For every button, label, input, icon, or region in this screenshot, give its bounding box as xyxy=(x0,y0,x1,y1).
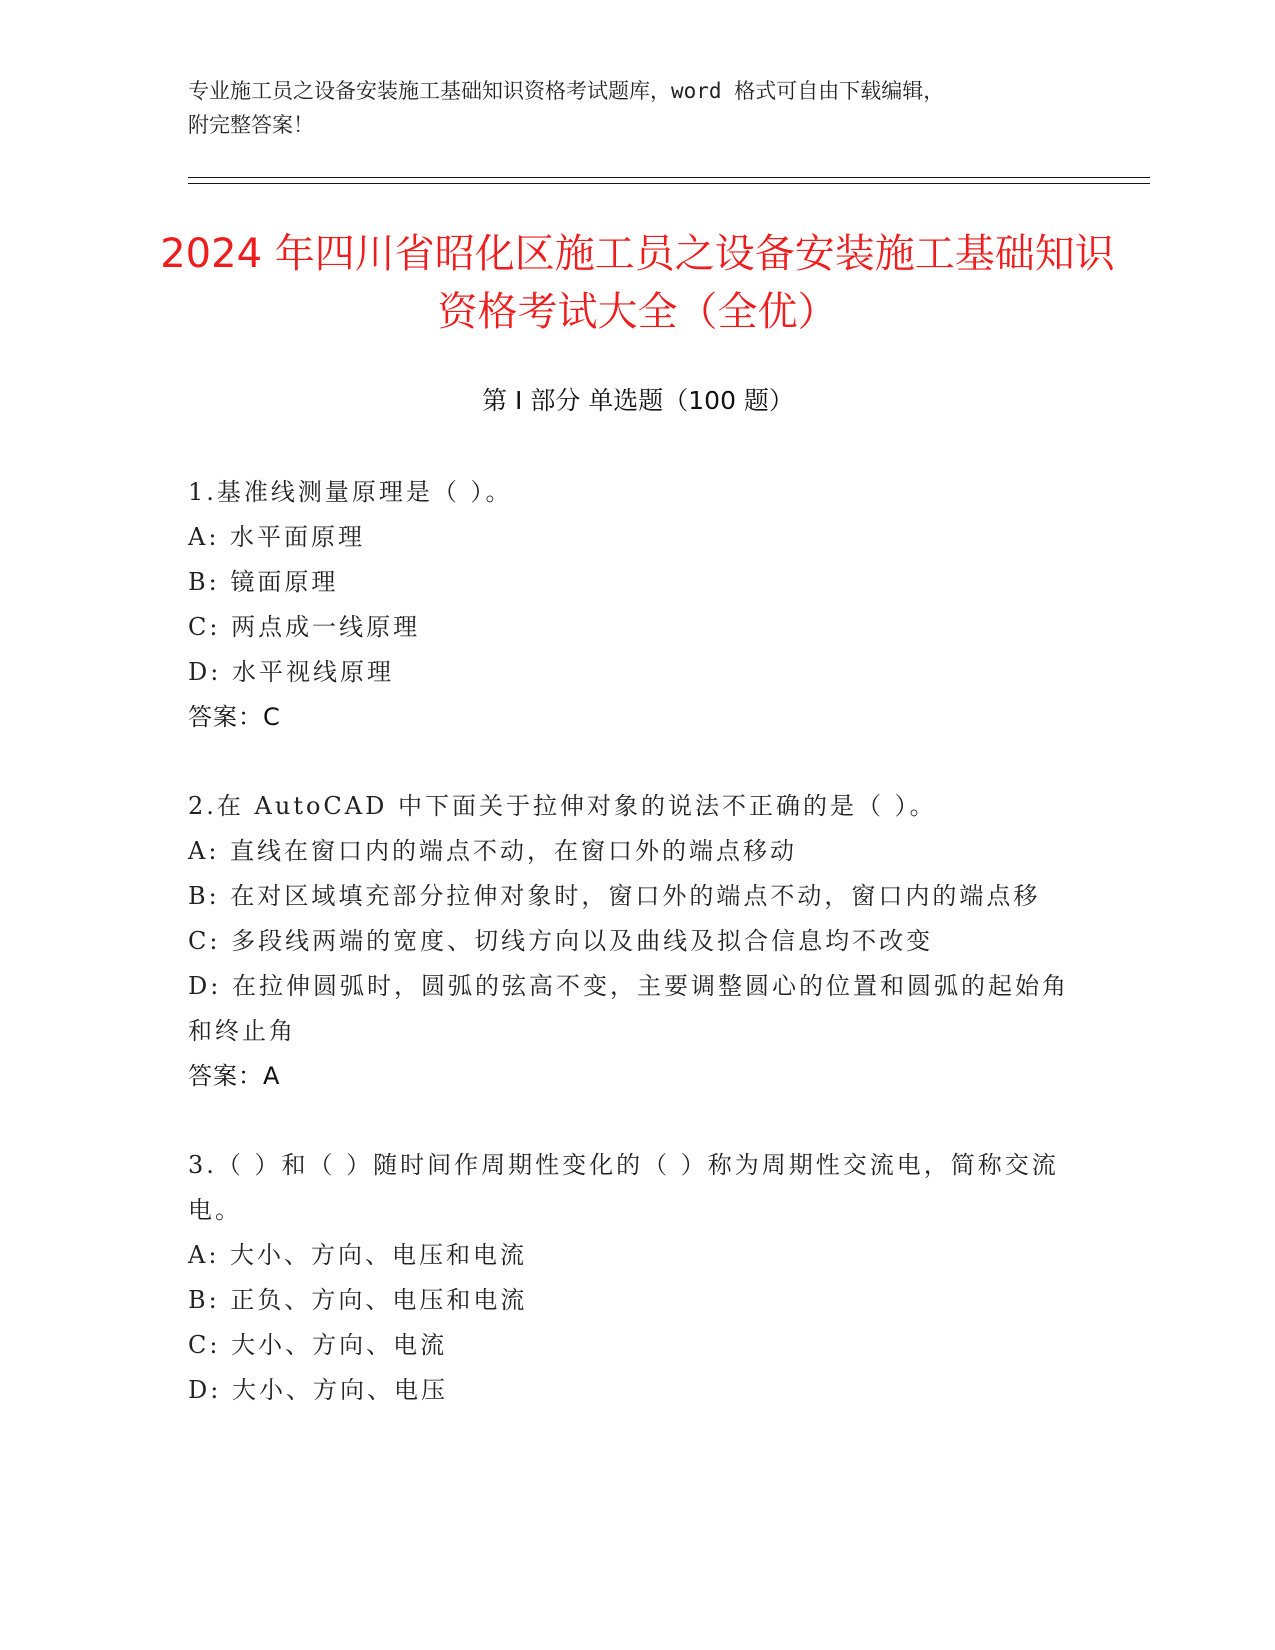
option-c: C: 大小、方向、电流 xyxy=(188,1331,448,1359)
option-d: D: 在拉伸圆弧时，圆弧的弦高不变，主要调整圆心的位置和圆弧的起始角和终止角 xyxy=(188,972,1069,1045)
option-c: C: 两点成一线原理 xyxy=(188,613,421,641)
option-d: D: 水平视线原理 xyxy=(188,658,394,686)
option-c: C: 多段线两端的宽度、切线方向以及曲线及拟合信息均不改变 xyxy=(188,927,934,955)
question-stem: 2.在 AutoCAD 中下面关于拉伸对象的说法不正确的是（ ）。 xyxy=(188,792,937,820)
answer: 答案：C xyxy=(188,703,281,731)
option-d: D: 大小、方向、电压 xyxy=(188,1376,448,1404)
section-title: 第 I 部分 单选题（100 题） xyxy=(482,386,794,415)
question-3 xyxy=(188,1143,1078,1413)
option-a: A: 水平面原理 xyxy=(188,523,366,551)
option-b: B: 镜面原理 xyxy=(188,568,339,596)
question-list xyxy=(188,470,1078,1457)
header-rule-bottom xyxy=(188,183,1150,184)
header-rule-top xyxy=(188,177,1150,178)
option-b: B: 在对区域填充部分拉伸对象时，窗口外的端点不动，窗口内的端点移 xyxy=(188,882,1041,910)
question-2 xyxy=(188,784,1078,1099)
question-stem: 1.基准线测量原理是（ ）。 xyxy=(188,478,513,506)
document-title: 2024 年四川省昭化区施工员之设备安装施工基础知识资格考试大全（全优） xyxy=(160,231,1115,335)
question-1 xyxy=(188,470,1078,740)
option-b: B: 正负、方向、电压和电流 xyxy=(188,1286,528,1314)
option-a: A: 直线在窗口内的端点不动，在窗口外的端点移动 xyxy=(188,837,798,865)
answer: 答案：A xyxy=(188,1062,281,1090)
option-a: A: 大小、方向、电压和电流 xyxy=(188,1241,528,1269)
question-stem: 3.（ ）和（ ）随时间作周期性变化的（ ）称为周期性交流电，简称交流电。 xyxy=(188,1151,1059,1224)
header-note: 专业施工员之设备安装施工基础知识资格考试题库，word 格式可自由下载编辑， 附完整答案！ xyxy=(188,79,945,137)
